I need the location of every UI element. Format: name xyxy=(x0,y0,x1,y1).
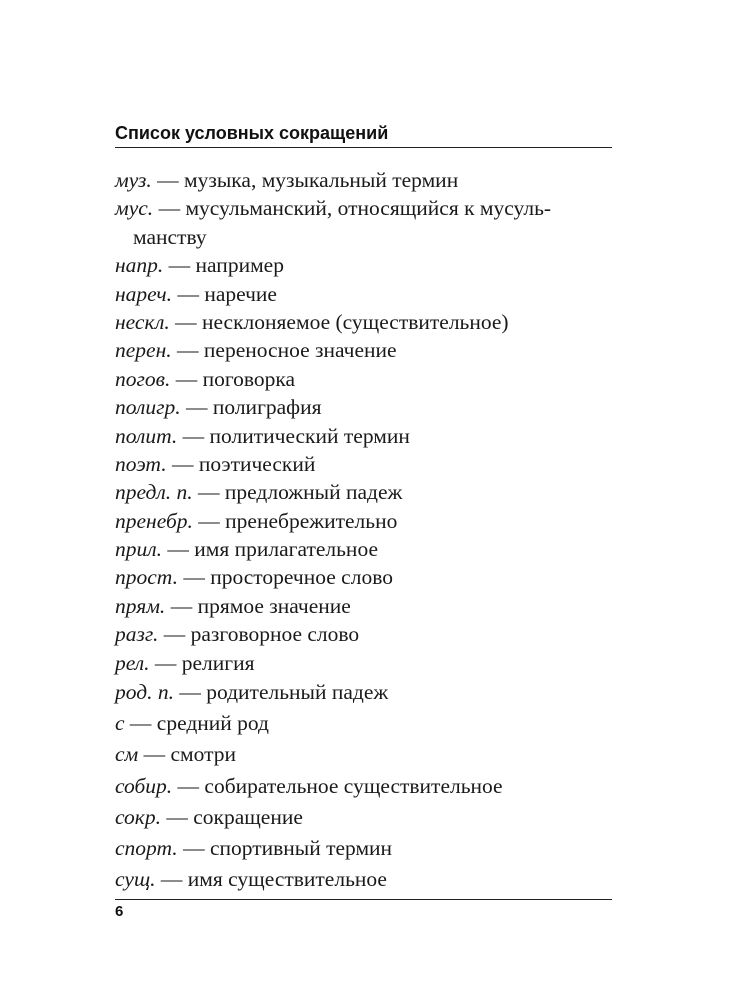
list-item xyxy=(115,535,612,563)
list-item xyxy=(115,771,612,802)
definition: — собирательное существительное xyxy=(172,773,503,798)
abbreviation: муз. xyxy=(115,168,152,192)
abbreviation: прям. xyxy=(115,593,166,618)
abbreviation: прил. xyxy=(115,537,162,562)
list-item xyxy=(115,308,612,336)
definition: — полиграфия xyxy=(180,395,322,420)
list-item xyxy=(115,194,612,222)
page-footer xyxy=(115,899,612,920)
abbreviation: спорт. xyxy=(115,835,178,860)
list-item xyxy=(115,833,612,864)
abbreviation: разг. xyxy=(115,622,159,647)
abbreviation: собир. xyxy=(115,773,173,798)
list-item xyxy=(115,280,612,308)
definition: манству xyxy=(133,224,207,249)
page-title: Список условных сокращений xyxy=(115,123,389,143)
abbreviation: сокр. xyxy=(115,804,161,829)
abbreviation: см xyxy=(115,742,139,767)
abbreviation: полигр. xyxy=(115,395,181,420)
page-number: 6 xyxy=(115,903,124,920)
definition: — предложный падеж xyxy=(192,480,403,505)
definition: — разговорное слово xyxy=(158,622,360,647)
list-item xyxy=(115,592,612,620)
list-item xyxy=(115,336,612,364)
definition: — политический термин xyxy=(177,423,410,448)
list-item xyxy=(115,365,612,393)
definition: — родительный падеж xyxy=(173,680,389,705)
abbreviation: поэт. xyxy=(115,451,167,476)
definition: — поговорка xyxy=(170,366,296,391)
abbreviation: прост. xyxy=(115,565,178,590)
abbreviation: перен. xyxy=(115,338,172,363)
definition: — имя прилагательное xyxy=(162,537,378,562)
abbreviation-list xyxy=(115,166,612,895)
abbreviation: погов. xyxy=(115,366,171,391)
abbreviation: с xyxy=(115,711,125,736)
definition: — имя существительное xyxy=(155,867,387,892)
definition: — несклоняемое (существительное) xyxy=(169,309,509,334)
definition: — переносное значение xyxy=(171,338,397,363)
abbreviation: предл. п. xyxy=(115,480,193,505)
list-item xyxy=(115,507,612,535)
list-item xyxy=(115,478,612,506)
list-item-continuation xyxy=(115,223,612,251)
definition: — пренебрежительно xyxy=(192,508,398,533)
list-item xyxy=(115,802,612,833)
list-item xyxy=(115,393,612,421)
definition: — наречие xyxy=(172,281,277,306)
abbreviation: напр. xyxy=(115,253,164,278)
list-item xyxy=(115,864,612,895)
definition: — смотри xyxy=(138,742,237,767)
list-item xyxy=(115,166,612,194)
list-item xyxy=(115,620,612,648)
list-item xyxy=(115,649,612,677)
running-header xyxy=(115,120,612,148)
abbreviation: полит. xyxy=(115,423,178,448)
definition: — средний род xyxy=(124,711,269,736)
list-item xyxy=(115,251,612,279)
abbreviation: рел. xyxy=(115,650,150,675)
abbreviation: род. п. xyxy=(115,680,174,705)
abbreviation: сущ. xyxy=(115,867,156,892)
definition: — сокращение xyxy=(160,804,303,829)
abbreviation: нареч. xyxy=(115,281,173,306)
list-item xyxy=(115,739,612,770)
list-item xyxy=(115,677,612,708)
definition: — просторечное слово xyxy=(177,565,393,590)
list-item xyxy=(115,422,612,450)
definition: — мусульманский, относящийся к мусуль- xyxy=(153,196,552,221)
definition: — музыка, музыкальный термин xyxy=(151,168,459,192)
definition: — религия xyxy=(149,650,255,675)
abbreviation: пренебр. xyxy=(115,508,193,533)
definition: — прямое значение xyxy=(165,593,351,618)
definition: — например xyxy=(163,253,284,278)
list-item xyxy=(115,708,612,739)
list-item xyxy=(115,450,612,478)
list-item xyxy=(115,563,612,591)
definition: — спортивный термин xyxy=(177,835,393,860)
abbreviation: мус. xyxy=(115,196,154,221)
definition: — поэтический xyxy=(166,451,316,476)
abbreviation: нескл. xyxy=(115,309,170,334)
